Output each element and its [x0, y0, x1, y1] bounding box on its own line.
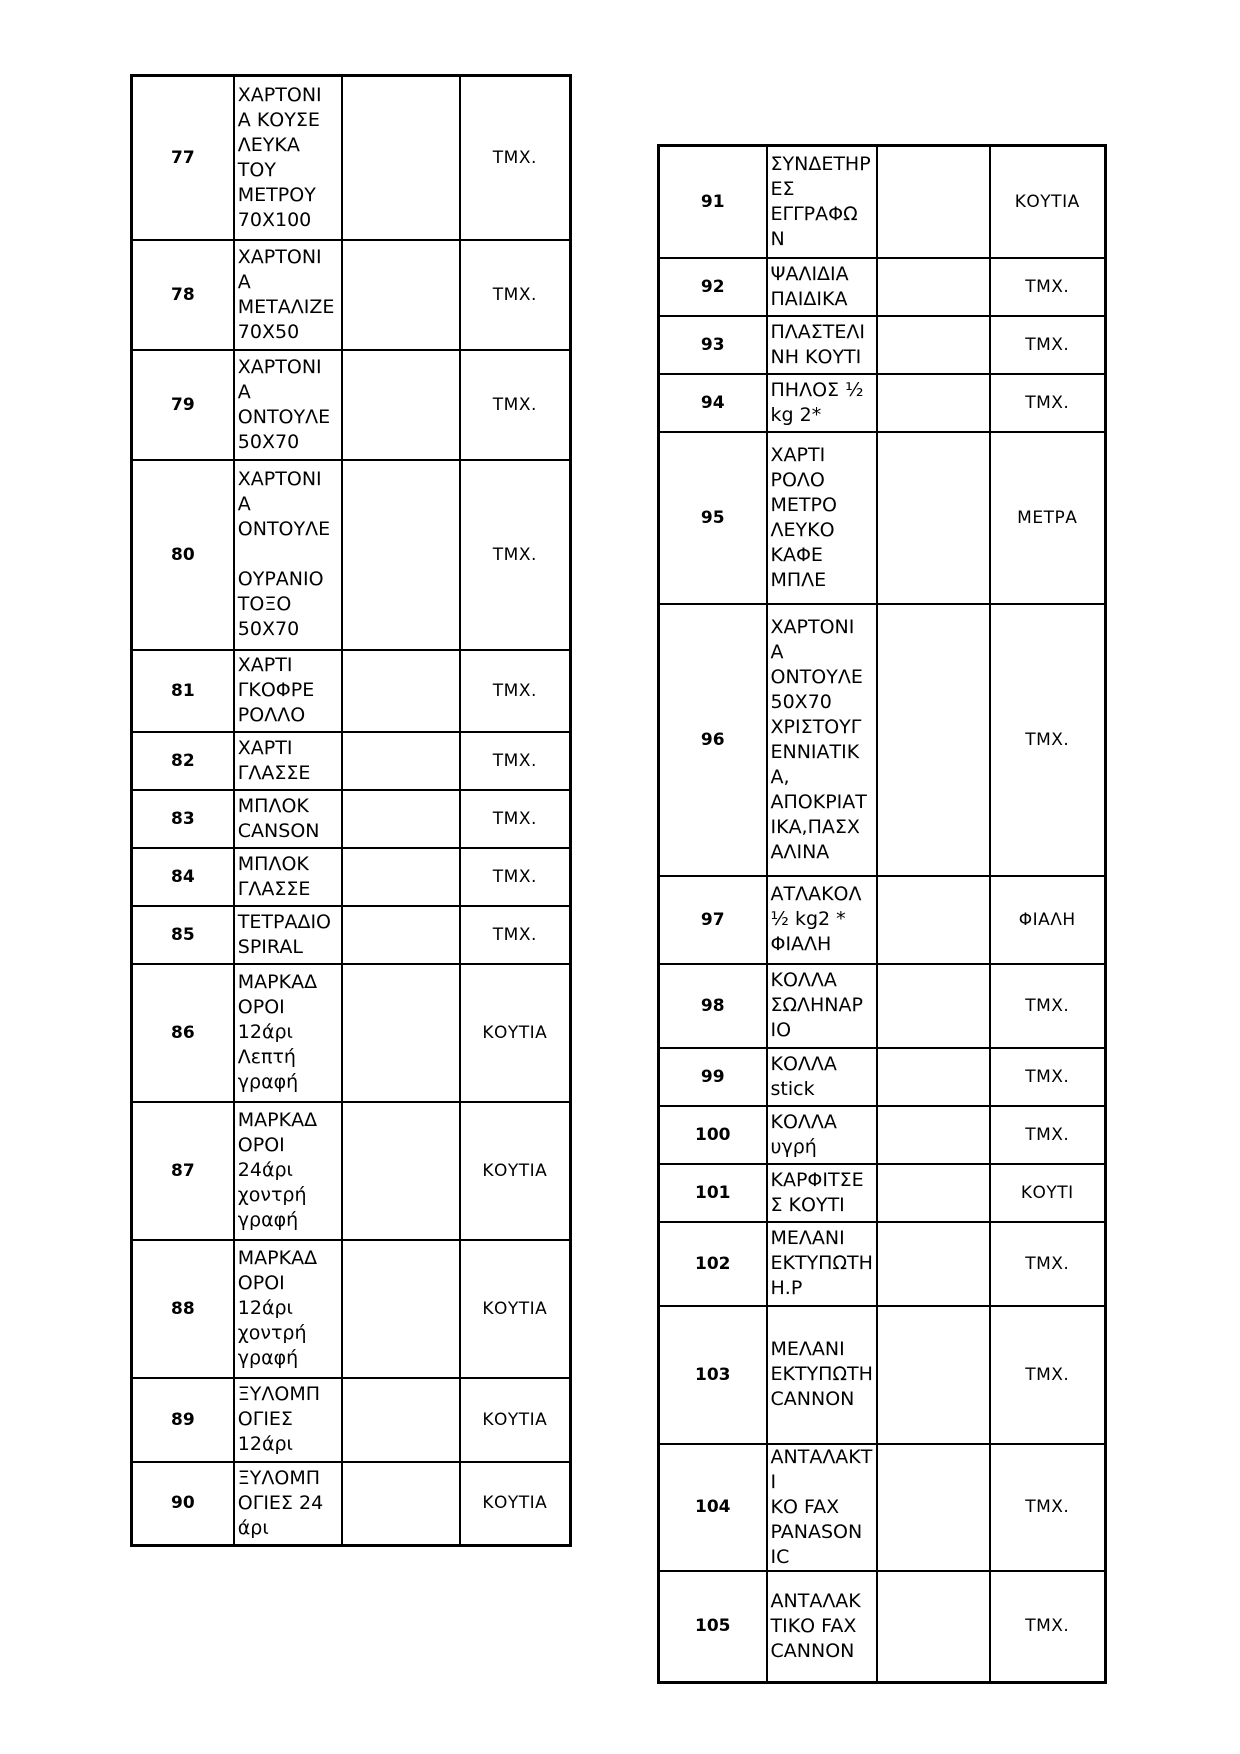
- item-unit: ΤΜΧ.: [990, 258, 1106, 316]
- item-description: ΠΛΑΣΤΕΛΙ ΝΗ ΚΟΥΤΙ: [767, 316, 877, 374]
- item-unit: ΤΜΧ.: [460, 848, 571, 906]
- table-row: [132, 350, 571, 460]
- item-unit: ΚΟΥΤΙΑ: [460, 1240, 571, 1378]
- table-row: [132, 964, 571, 1102]
- item-description: ΑΝΤΑΛΑΚΤΙ ΚΟ FAX PANASON IC: [767, 1444, 877, 1571]
- table-row: [659, 1444, 1106, 1571]
- item-description: ΨΑΛΙΔΙΑ ΠΑΙΔΙΚΑ: [767, 258, 877, 316]
- item-description: ΚΑΡΦΙΤΣΕ Σ ΚΟΥΤΙ: [767, 1164, 877, 1222]
- table-row: [659, 1106, 1106, 1164]
- item-number: 83: [132, 790, 234, 848]
- item-unit: ΜΕΤΡΑ: [990, 432, 1106, 604]
- item-description: ΜΕΛΑΝΙ ΕΚΤΥΠΩΤΗ Η.Ρ: [767, 1222, 877, 1306]
- table-row: [132, 76, 571, 240]
- blank-cell: [877, 1571, 990, 1683]
- blank-cell: [877, 432, 990, 604]
- blank-cell: [342, 964, 459, 1102]
- item-unit: ΤΜΧ.: [460, 76, 571, 240]
- item-unit: ΚΟΥΤΙΑ: [460, 1102, 571, 1240]
- item-description: ΜΑΡΚΑΔ ΟΡΟΙ 12άρι χοντρή γραφή: [234, 1240, 343, 1378]
- item-description: ΚΟΛΛΑ stick: [767, 1048, 877, 1106]
- item-number: 90: [132, 1462, 234, 1546]
- item-description: ΞΥΛΟΜΠ ΟΓΙΕΣ 12άρι: [234, 1378, 343, 1462]
- item-unit: ΦΙΑΛΗ: [990, 876, 1106, 964]
- table-row: [132, 460, 571, 650]
- blank-cell: [877, 1306, 990, 1444]
- table-row: [659, 876, 1106, 964]
- blank-cell: [342, 1102, 459, 1240]
- item-unit: ΤΜΧ.: [460, 350, 571, 460]
- item-number: 102: [659, 1222, 767, 1306]
- item-unit: ΤΜΧ.: [990, 1106, 1106, 1164]
- blank-cell: [342, 732, 459, 790]
- item-description: ΧΑΡΤΙ ΓΚΟΦΡΕ ΡΟΛΛΟ: [234, 650, 343, 732]
- table-row: [659, 964, 1106, 1048]
- blank-cell: [877, 316, 990, 374]
- item-number: 100: [659, 1106, 767, 1164]
- item-unit: ΚΟΥΤΙΑ: [990, 146, 1106, 258]
- blank-cell: [877, 374, 990, 432]
- item-unit: ΤΜΧ.: [990, 1222, 1106, 1306]
- item-description: ΚΟΛΛΑ ΣΩΛΗΝΑΡ ΙΟ: [767, 964, 877, 1048]
- table-row: [659, 1222, 1106, 1306]
- item-description: ΠΗΛΟΣ ½ kg 2*: [767, 374, 877, 432]
- item-unit: ΤΜΧ.: [990, 604, 1106, 876]
- item-number: 84: [132, 848, 234, 906]
- item-unit: ΤΜΧ.: [460, 790, 571, 848]
- item-unit: ΤΜΧ.: [460, 460, 571, 650]
- item-unit: ΚΟΥΤΙΑ: [460, 964, 571, 1102]
- blank-cell: [877, 604, 990, 876]
- item-number: 95: [659, 432, 767, 604]
- blank-cell: [342, 848, 459, 906]
- table-row: [132, 1462, 571, 1546]
- table-row: [132, 790, 571, 848]
- item-number: 85: [132, 906, 234, 964]
- table-row: [659, 1164, 1106, 1222]
- blank-cell: [877, 1444, 990, 1571]
- item-description: ΜΠΛΟΚ CANSON: [234, 790, 343, 848]
- item-unit: ΤΜΧ.: [460, 732, 571, 790]
- table-row: [659, 604, 1106, 876]
- blank-cell: [342, 460, 459, 650]
- table-row: [659, 146, 1106, 258]
- table-row: [132, 906, 571, 964]
- blank-cell: [877, 1106, 990, 1164]
- item-number: 104: [659, 1444, 767, 1571]
- table-row: [132, 1102, 571, 1240]
- item-number: 96: [659, 604, 767, 876]
- item-unit: ΤΜΧ.: [990, 1571, 1106, 1683]
- item-description: ΞΥΛΟΜΠ ΟΓΙΕΣ 24 άρι: [234, 1462, 343, 1546]
- item-unit: ΤΜΧ.: [990, 374, 1106, 432]
- blank-cell: [342, 350, 459, 460]
- item-number: 79: [132, 350, 234, 460]
- item-number: 94: [659, 374, 767, 432]
- table-row: [132, 1378, 571, 1462]
- table-row: [659, 258, 1106, 316]
- item-number: 93: [659, 316, 767, 374]
- item-description: ΜΑΡΚΑΔ ΟΡΟΙ 12άρι Λεπτή γραφή: [234, 964, 343, 1102]
- item-description: ΧΑΡΤΙ ΓΛΑΣΣΕ: [234, 732, 343, 790]
- item-description: ΜΠΛΟΚ ΓΛΑΣΣΕ: [234, 848, 343, 906]
- item-description: ΧΑΡΤΟΝΙ Α ΟΝΤΟΥΛΕ ΟΥΡΑΝΙΟ ΤΟΞΟ 50Χ70: [234, 460, 343, 650]
- item-number: 81: [132, 650, 234, 732]
- item-number: 77: [132, 76, 234, 240]
- item-unit: ΤΜΧ.: [460, 650, 571, 732]
- item-number: 97: [659, 876, 767, 964]
- blank-cell: [342, 650, 459, 732]
- item-number: 87: [132, 1102, 234, 1240]
- blank-cell: [342, 790, 459, 848]
- blank-cell: [877, 258, 990, 316]
- table-row: [659, 374, 1106, 432]
- table-row: [132, 650, 571, 732]
- blank-cell: [342, 240, 459, 350]
- blank-cell: [342, 76, 459, 240]
- blank-cell: [342, 1378, 459, 1462]
- item-unit: ΤΜΧ.: [460, 240, 571, 350]
- item-description: ΜΕΛΑΝΙ ΕΚΤΥΠΩΤΗ CANNON: [767, 1306, 877, 1444]
- item-number: 89: [132, 1378, 234, 1462]
- table-row: [132, 848, 571, 906]
- item-number: 101: [659, 1164, 767, 1222]
- item-number: 99: [659, 1048, 767, 1106]
- item-description: ΧΑΡΤΟΝΙ Α ΜΕΤΑΛΙΖΕ 70Χ50: [234, 240, 343, 350]
- item-unit: ΤΜΧ.: [990, 1444, 1106, 1571]
- item-number: 82: [132, 732, 234, 790]
- item-number: 105: [659, 1571, 767, 1683]
- item-description: ΑΝΤΑΛΑΚ ΤΙΚΟ FAX CANNON: [767, 1571, 877, 1683]
- item-description: ΤΕΤΡΑΔΙΟ SPIRAL: [234, 906, 343, 964]
- item-number: 92: [659, 258, 767, 316]
- blank-cell: [877, 1164, 990, 1222]
- item-description: ΜΑΡΚΑΔ ΟΡΟΙ 24άρι χοντρή γραφή: [234, 1102, 343, 1240]
- item-number: 103: [659, 1306, 767, 1444]
- item-description: ΚΟΛΛΑ υγρή: [767, 1106, 877, 1164]
- blank-cell: [342, 1462, 459, 1546]
- item-unit: ΤΜΧ.: [990, 1306, 1106, 1444]
- item-number: 86: [132, 964, 234, 1102]
- item-unit: ΤΜΧ.: [990, 1048, 1106, 1106]
- item-number: 78: [132, 240, 234, 350]
- table-row: [132, 732, 571, 790]
- item-unit: ΚΟΥΤΙ: [990, 1164, 1106, 1222]
- item-description: ΧΑΡΤΟΝΙ Α ΟΝΤΟΥΛΕ 50Χ70: [234, 350, 343, 460]
- item-unit: ΚΟΥΤΙΑ: [460, 1462, 571, 1546]
- table-row: [659, 432, 1106, 604]
- item-description: ΧΑΡΤΟΝΙ Α ΚΟΥΣΕ ΛΕΥΚΑ ΤΟΥ ΜΕΤΡΟΥ 70Χ100: [234, 76, 343, 240]
- items-table-left: [130, 74, 572, 1547]
- table-row: [132, 1240, 571, 1378]
- table-row: [659, 316, 1106, 374]
- item-description: ΧΑΡΤΙ ΡΟΛΟ ΜΕΤΡΟ ΛΕΥΚΟ ΚΑΦΕ ΜΠΛΕ: [767, 432, 877, 604]
- item-number: 80: [132, 460, 234, 650]
- item-description: ΧΑΡΤΟΝΙ Α ΟΝΤΟΥΛΕ 50Χ70 ΧΡΙΣΤΟΥΓ ΕΝΝΙΑΤΙΚ Α, ΑΠΟΚΡΙΑΤ ΙΚΑ,ΠΑΣΧ ΑΛΙΝΑ: [767, 604, 877, 876]
- item-number: 91: [659, 146, 767, 258]
- blank-cell: [877, 964, 990, 1048]
- items-table-right: [657, 144, 1107, 1684]
- blank-cell: [877, 876, 990, 964]
- blank-cell: [877, 1222, 990, 1306]
- item-unit: ΤΜΧ.: [990, 964, 1106, 1048]
- item-number: 98: [659, 964, 767, 1048]
- item-unit: ΤΜΧ.: [460, 906, 571, 964]
- item-description: ΣΥΝΔΕΤΗΡ ΕΣ ΕΓΓΡΑΦΩ Ν: [767, 146, 877, 258]
- item-unit: ΤΜΧ.: [990, 316, 1106, 374]
- blank-cell: [342, 906, 459, 964]
- table-row: [659, 1048, 1106, 1106]
- table-row: [659, 1571, 1106, 1683]
- table-row: [132, 240, 571, 350]
- blank-cell: [877, 146, 990, 258]
- item-unit: ΚΟΥΤΙΑ: [460, 1378, 571, 1462]
- item-description: ΑΤΛΑΚΟΛ ½ kg2 * ΦΙΑΛΗ: [767, 876, 877, 964]
- blank-cell: [342, 1240, 459, 1378]
- blank-cell: [877, 1048, 990, 1106]
- table-row: [659, 1306, 1106, 1444]
- item-number: 88: [132, 1240, 234, 1378]
